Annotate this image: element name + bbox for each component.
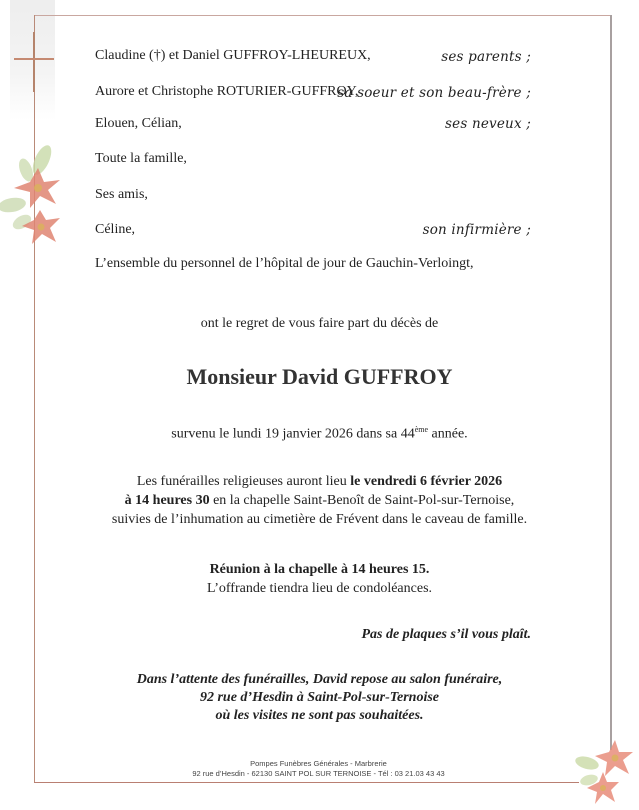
footer-company: Pompes Funèbres Générales - Marbrerie bbox=[250, 759, 387, 768]
cross-icon-bar bbox=[14, 58, 54, 60]
funeral-line-1-text: Les funérailles religieuses auront lieu bbox=[136, 474, 351, 489]
family-member-name: L’ensemble du personnel de l’hôpital de jour de Gauchin-Verloingt, bbox=[95, 256, 474, 271]
death-date-ordinal: ème bbox=[414, 425, 429, 434]
family-member-name: Toute la famille, bbox=[95, 151, 187, 166]
family-member-name: Aurore et Christophe ROTURIER-GUFFROY, bbox=[95, 84, 359, 99]
frame-border-top bbox=[34, 15, 611, 16]
footer-address: 92 rue d’Hesdin - 62130 SAINT POL SUR TERNOISE - Tél : 03 21.03 43 43 bbox=[192, 769, 445, 778]
family-member-relation: ses parents ; bbox=[441, 49, 531, 65]
cross-icon bbox=[33, 32, 35, 92]
frame-border-bottom bbox=[34, 782, 579, 783]
death-date-text bbox=[0, 425, 639, 443]
resting-line: 92 rue d’Hesdin à Saint-Pol-sur-Ternoise bbox=[199, 690, 440, 705]
family-member-relation: son infirmière ; bbox=[422, 222, 531, 238]
family-member-relation: sa soeur et son beau-frère ; bbox=[337, 85, 531, 101]
family-member-name: Céline, bbox=[95, 222, 136, 237]
resting-line: Dans l’attente des funérailles, David repose au salon funéraire, bbox=[136, 672, 503, 687]
death-date-prefix: survenu le lundi 19 janvier 2026 dans sa 44 bbox=[171, 426, 415, 442]
no-plaques-text: Pas de plaques s’il vous plaît. bbox=[361, 627, 531, 642]
funeral-place: en la chapelle Saint-Benoît de Saint-Pol-sur-Ternoise, bbox=[209, 493, 515, 508]
funeral-line-1 bbox=[0, 474, 639, 490]
meeting-text: Réunion à la chapelle à 14 heures 15. bbox=[209, 562, 430, 577]
funeral-time: à 14 heures 30 bbox=[124, 493, 210, 508]
family-member-name: Claudine (†) et Daniel GUFFROY-LHEUREUX, bbox=[95, 48, 371, 63]
family-member-relation: ses neveux ; bbox=[445, 116, 531, 132]
funeral-date: le vendredi 6 février 2026 bbox=[350, 474, 503, 489]
deceased-name: Monsieur David GUFFROY bbox=[186, 364, 453, 389]
offering-text: L’offrande tiendra lieu de condoléances. bbox=[206, 581, 433, 596]
frame-border-left bbox=[34, 15, 35, 783]
funeral-line-3: suivies de l’inhumation au cimetière de Frévent dans le caveau de famille. bbox=[111, 512, 528, 527]
family-member-name: Elouen, Célian, bbox=[95, 116, 182, 131]
resting-line: où les visites ne sont pas souhaitées. bbox=[215, 708, 424, 723]
flower-decoration-left-icon bbox=[0, 140, 80, 250]
announcement-text: ont le regret de vous faire part du décès de bbox=[200, 316, 439, 331]
funeral-line-2 bbox=[0, 493, 639, 509]
family-member-name: Ses amis, bbox=[95, 187, 148, 202]
death-date-suffix: année. bbox=[428, 426, 468, 442]
